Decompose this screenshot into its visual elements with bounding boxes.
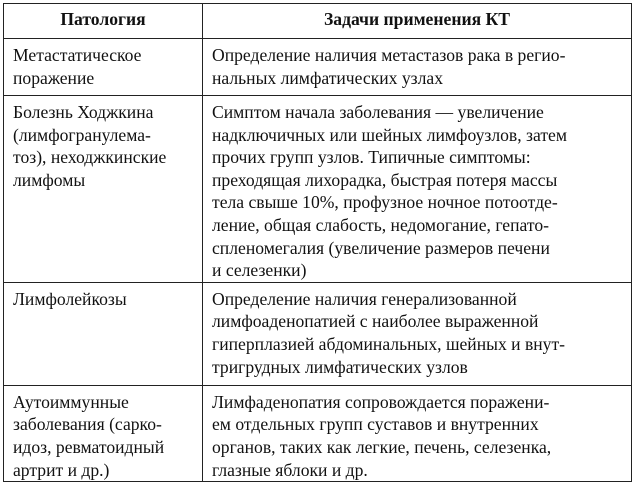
pathology-cell (4, 385, 203, 481)
pathology-line: идоз, ревматоидный (13, 436, 165, 457)
pathology-cell (4, 39, 203, 96)
tasks-cell (203, 282, 632, 385)
tasks-line: и селезенки) (212, 260, 307, 281)
tasks-line: лимфоаденопатией с наиболее выраженной (212, 311, 539, 332)
tasks-line: гиперплазией абдоминальных, шейных и внут- (212, 333, 566, 354)
table-row (4, 96, 632, 283)
tasks-line: Лимфаденопатия сопровождается поражени- (212, 391, 550, 412)
tasks-line: спленомегалия (увеличение размеров печени (212, 237, 550, 258)
tasks-line: органов, таких как легкие, печень, селезенка, (212, 436, 552, 457)
pathology-line: лимфомы (13, 169, 86, 190)
tasks-line: глазные яблоки и др. (212, 459, 368, 480)
pathology-cell (4, 96, 203, 283)
column-header-kt-tasks: Задачи применения КТ (203, 4, 632, 39)
tasks-line: Симптом начала заболевания — увеличение (212, 102, 544, 122)
tasks-line: Определение наличия метастазов рака в регио- (212, 45, 566, 65)
tasks-line: тела свыше 10%, профузное ночное потоотде- (212, 192, 558, 213)
pathology-line: заболевания (сарко- (13, 414, 162, 435)
table-row (4, 282, 632, 385)
tasks-line: ем отдельных групп суставов и внутренних (212, 414, 539, 435)
pathology-cell (4, 282, 203, 385)
pathology-line: Лимфолейкозы (13, 288, 127, 309)
tasks-line: нальных лимфатических узлах (212, 67, 443, 88)
tasks-cell (203, 96, 632, 283)
pathology-line: Аутоиммунные (13, 391, 129, 412)
column-header-pathology: Патология (4, 4, 203, 39)
tasks-cell (203, 385, 632, 481)
pathology-line: тоз), неходжкинские (13, 147, 167, 168)
pathology-line: поражение (13, 67, 95, 88)
pathology-line: (лимфогранулема- (13, 124, 151, 145)
tasks-line: ление, общая слабость, недомогание, гепато- (212, 214, 549, 235)
tasks-line: прочих групп узлов. Типичные симптомы: (212, 147, 531, 168)
pathology-line: Болезнь Ходжкина (13, 102, 154, 122)
table-row (4, 39, 632, 96)
table-header-row (4, 4, 632, 39)
tasks-line: надключичных или шейных лимфоузлов, затем (212, 124, 567, 145)
tasks-cell (203, 39, 632, 96)
tasks-line: преходящая лихорадка, быстрая потеря массы (212, 169, 558, 190)
table-row (4, 385, 632, 481)
tasks-line: тригрудных лимфатических узлов (212, 356, 468, 377)
kt-tasks-table (3, 3, 632, 482)
tasks-line: Определение наличия генерализованной (212, 288, 517, 309)
pathology-line: Метастатическое (13, 45, 142, 65)
pathology-line: артрит и др.) (13, 459, 110, 480)
